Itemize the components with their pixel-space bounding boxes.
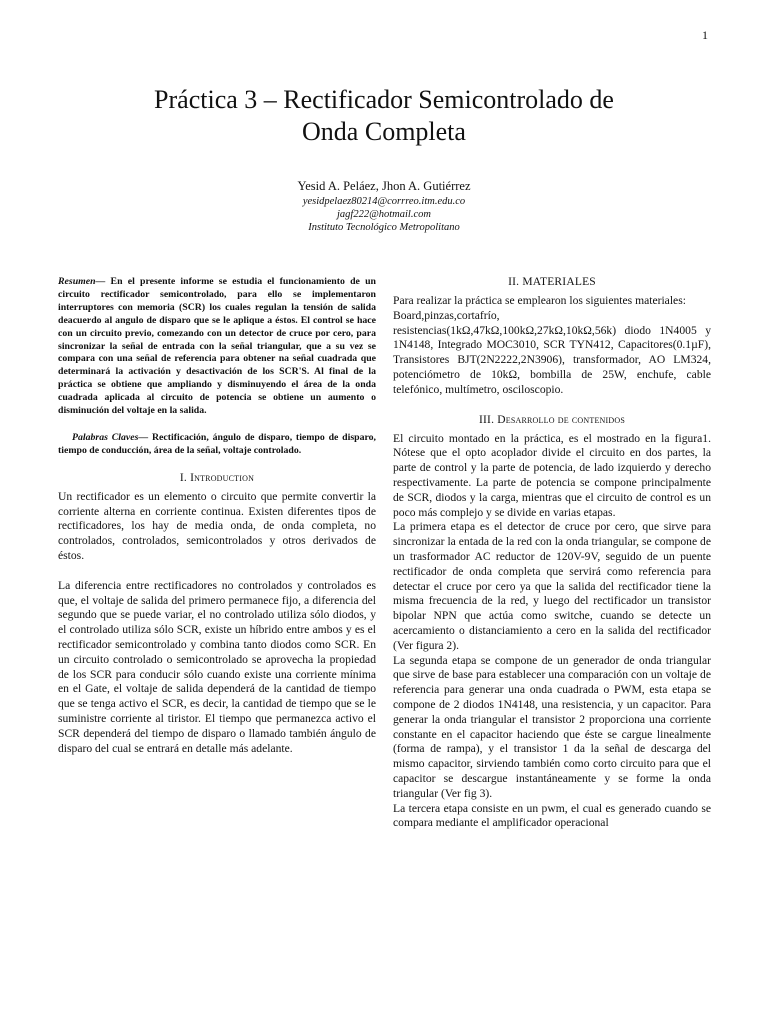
page-number: 1 <box>702 28 708 42</box>
keywords <box>58 432 376 458</box>
left-column <box>58 276 376 756</box>
materials-paragraph-1: Para realizar la práctica se emplearon los siguientes materiales: <box>393 294 686 307</box>
section-heading-introduction <box>58 472 376 484</box>
intro-paragraph-2: La diferencia entre rectificadores no controlados y controlados es que, el voltaje de salida del primero permanece fijo, a diferencia del segundo que se puede variar, el no controlado utiliza sólo diodos, y el controlado utiliza sólo SCR, existe un híbrido entre ambos y es el rectificador semicontrolado y combina tanto diodos como SCR. En un circuito controlado o semicontrolado se aprovecha la propiedad de los SCR para conducir sólo cuando existe una corriente mínima en el Gate, el voltaje de salida dependerá de la cantidad de tiempo que se tenga activo el SCR, es decir, la cantidad de tiempo que se le suministre corriente al tiristor. El tiempo que permanezca activo el SCR dependerá del tiempo de disparo o llamado también ángulo de disparo del cual se entrará en detalle más adelante. <box>58 578 376 755</box>
email-2: jagf222@hotmail.com <box>337 209 431 220</box>
development-paragraph-2: La primera etapa es el detector de cruce por cero, que sirve para sincronizar la entada de la red con la onda triangular, se compone de un trasformador AC reductor de 120V-9V, seguido de un puente rectificador de onda completa que servirá como referencia para detectar el cruce por cero ya que la salida del rectificador tiene la misma frecuencia de la red, y luego del rectificador un transistor bipolar NPN que actúa como switche, cuando se detecte un acercamiento o distanciamiento a cero en la salida del rectificador (Ver figura 2). <box>393 520 711 652</box>
keywords-text: Rectificación, ángulo de disparo, tiempo de disparo, tiempo de conducción, área de la señal, voltaje controlado. <box>58 431 376 456</box>
materials-paragraph-2: Board,pinzas,cortafrío, resistencias(1kΩ,47kΩ,100kΩ,27kΩ,10kΩ,56k) diodo 1N4005 y 1N4148, Integrado MOC3010, SCR TYN412, Capacitores(0.1µF), Transistores BJT(2N2222,2N3906), transformador, AO LM324, potenciómetro de 10kΩ, bombilla de 25W, enchufe, cable telefónico, multímetro, osciloscopio. <box>393 308 711 396</box>
section-title: Desarrollo de contenidos <box>497 413 625 426</box>
intro-paragraph-1: Un rectificador es un elemento o circuito que permite convertir la corriente alterna en corriente continua. Existen diferentes tipos de rectificadores, los hay de media onda, de onda completa, no controlados, controlados, semicontrolados y otros derivados de éstos. <box>58 489 376 562</box>
title-line-2: Onda Completa <box>302 117 466 146</box>
section-number: I. <box>179 471 187 484</box>
paper-title <box>0 84 768 148</box>
abstract-label: Resumen— <box>58 276 106 287</box>
section-title: Introduction <box>190 471 255 484</box>
section-number: II. <box>508 276 520 288</box>
development-paragraph-4: La tercera etapa consiste en un pwm, el cual es generado cuando se compara mediante el amplificador operacional <box>393 801 711 830</box>
right-column <box>393 276 711 831</box>
development-paragraph-3: La segunda etapa se compone de un generador de onda triangular que sirve de base para establecer una comparación con un voltaje de referencia para generar una onda cuadrada o PWM, esta etapa se compone de 2 diodos 1N4148, una resistencia, y un capacitor. Para generar la onda triangular el transistor 2 proporciona una corriente constante en el capacitor haciendo que éste se cargue linealmente (forma de rampa), y el transistor 1 da la señal de descarga del mismo capacitor, sirviendo también como corto circuito para que el capacitor se descargue instantáneamente y se forme la onda triangular (Ver fig 3). <box>393 653 711 800</box>
email-1: yesidpelaez80214@corrreo.itm.edu.co <box>302 196 466 207</box>
affiliation-block <box>0 195 768 234</box>
section-heading-materials <box>393 276 711 288</box>
section-heading-development <box>393 414 711 426</box>
section-title: MATERIALES <box>522 276 596 288</box>
title-line-1: Práctica 3 – Rectificador Semicontrolado de <box>154 85 614 114</box>
keywords-label: Palabras Claves— <box>72 431 149 443</box>
development-paragraph-1: El circuito montado en la práctica, es el mostrado en la figura1. Nótese que el opto acoplador divide el circuito en dos partes, la parte de control y la parte de potencia, de lado izquierdo y derecho respectivamente. La parte de potencia se compone principalmente de SCR, diodos y la carga, mientras que el circuito de control es un poco más complejo y se divide en varias etapas. <box>393 431 711 519</box>
section-number: III. <box>479 413 495 426</box>
authors: Yesid A. Peláez, Jhon A. Gutiérrez <box>297 179 471 193</box>
institution: Instituto Tecnológico Metropolitano <box>308 222 460 233</box>
abstract-text: En el presente informe se estudia el funcionamiento de un circuito rectificador semicontrolado, para ello se implementaron interruptores con memoria (SCR) los cuales regulan la tensión de salida deacuerdo al angulo de disparo que se le aplique a éstos. El control se hace con un circuito previo, comezando con un detector de cruce por cero, para sincronizar la señal de entrada con la señal triangular, que a su vez se compara con una señal de referencia para obtener na señal cuadrada que determinará la activación y desactivación de los SCR'S. Al final de la práctica se obtiene que ampliando y disminuyendo el área de la onda cuadrada aplicada al circuito de potencia se obtiene un aumento o disminución del voltaje en la salida. <box>58 276 376 417</box>
abstract <box>58 276 376 418</box>
